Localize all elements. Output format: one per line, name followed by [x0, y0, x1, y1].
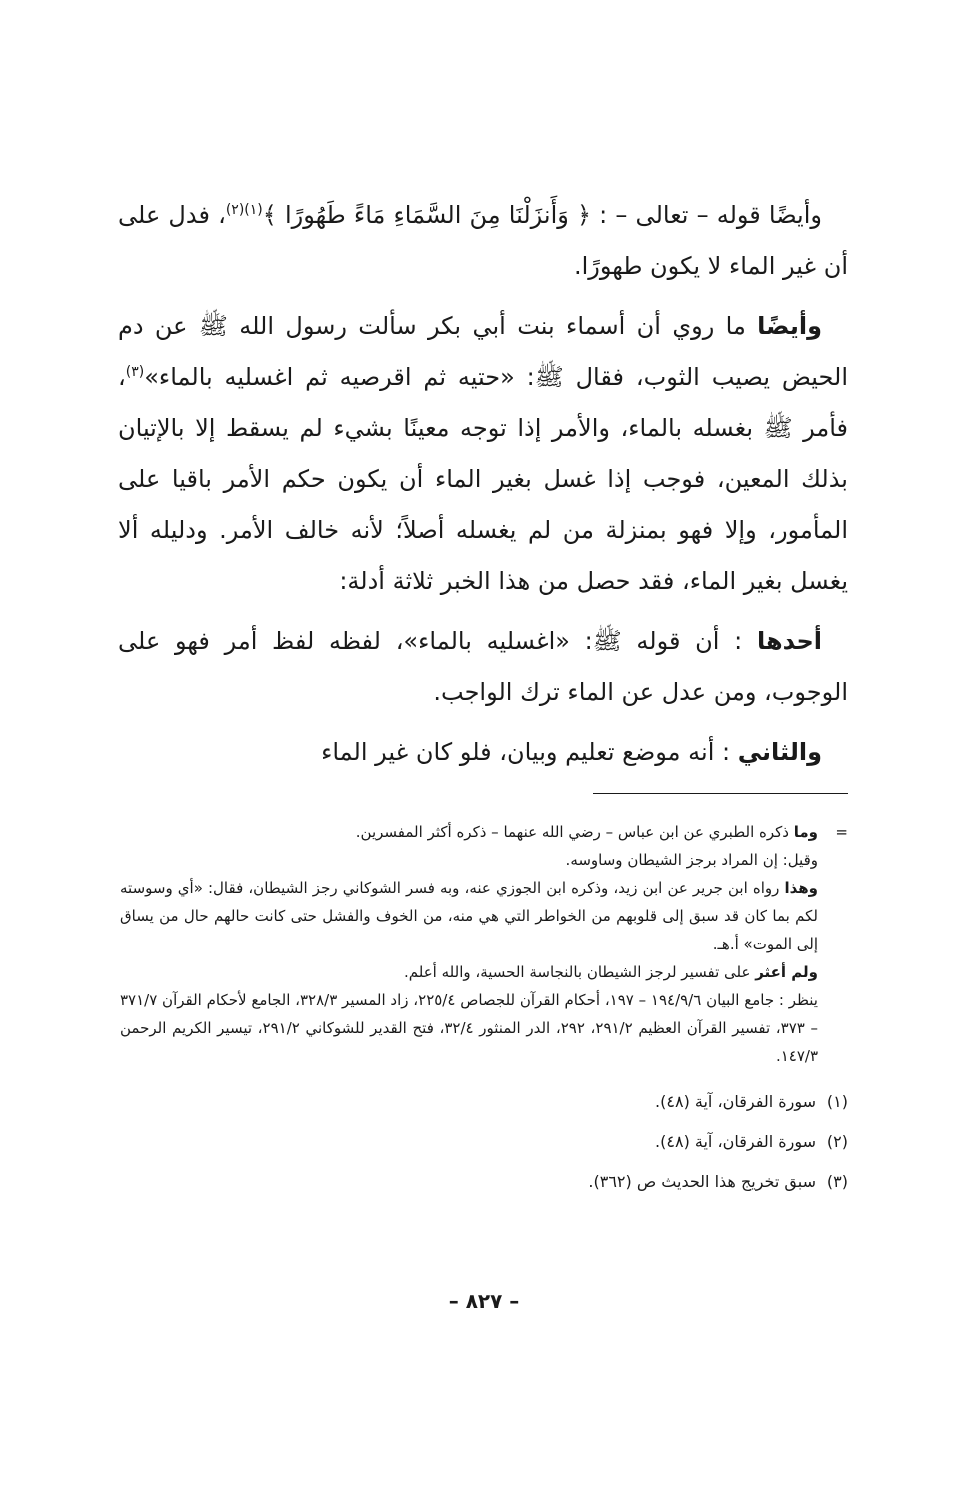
- footnote-text: سورة الفرقان، آية (٤٨).: [655, 1132, 816, 1151]
- note-line: وقيل: إن المراد برجز الشيطان وساوسه.: [565, 851, 818, 869]
- paragraph-2: [118, 301, 848, 607]
- paragraph-text: ما روي أن أسماء بنت أبي بكر سألت رسول الله ﷺ عن دم الحيض يصيب الثوب، فقال ﷺ: «حتيه ثم اقرصيه ثم اغسليه بالماء»: [118, 312, 848, 391]
- footnote-item: [120, 1122, 848, 1162]
- paragraph-text: ، فأمر ﷺ بغسله بالماء، والأمر إذا توجه معينًا بشيء لم يسقط إلا بالإتيان بذلك المعين، فوجب إذا غسل بغير الماء أن يكون حكم الأمر باقيا على المأمور، وإلا فهو بمنزلة من لم يغسله أصلاً؛ لأنه خالف الأمر. ودليله ألا يغسل بغير الماء، فقد حصل من هذا الخبر ثلاثة أدلة:: [118, 363, 848, 595]
- footnote-number: (٣): [826, 1172, 848, 1191]
- note-text: على تفسير لرجز الشيطان بالنجاسة الحسية، والله أعلم.: [404, 963, 756, 981]
- note-line: [120, 874, 818, 958]
- footnote-text: سورة الفرقان، آية (٤٨).: [655, 1092, 816, 1111]
- footnote-item: [120, 1082, 848, 1122]
- lead-word: ولم أعثر: [755, 963, 818, 981]
- note-text: رواه ابن جرير عن ابن زيد، وذكره ابن الجوزي عنه، وبه فسر الشوكاني رجز الشيطان، فقال: «أي وسوسته لكم بما كان قد سبق إلى قلوبهم من الخواطر التي هي منه، من الخوف والفشل حتى كانت حالهم حال من يساق إلى الموت» أ.هـ.: [120, 879, 818, 953]
- note-text: ذكره الطبري عن ابن عباس – رضي الله عنهما – ذكره أكثر المفسرين.: [355, 823, 794, 841]
- footnote-list: [120, 1082, 848, 1202]
- paragraph-text: ، فدل على أن غير الماء لا يكون طهورًا.: [118, 201, 848, 280]
- footnote-item: [120, 1162, 848, 1202]
- footnotes-section: [120, 818, 848, 1202]
- continuation-marker: =: [835, 823, 848, 841]
- lead-word: والثاني: [737, 738, 822, 766]
- page-number: – ٨٢٧ –: [448, 1289, 520, 1313]
- footnote-number: (٢): [826, 1132, 848, 1151]
- lead-word: أحدها: [756, 627, 822, 655]
- note-line: ينظر : جامع البيان ١٩٤/٩/٦ – ١٩٧، أحكام القرآن للجصاص ٢٢٥/٤، زاد المسير ٣٢٨/٣، الجامع لأحكام القرآن ٣٧١/٧ – ٣٧٣، تفسير القرآن العظيم ٢٩١/٢، ٢٩٢، الدر المنثور ٣٢/٤، فتح القدير للشوكاني ٢٩١/٢، تيسير الكريم الرحمن ١٤٧/٣.: [120, 991, 818, 1065]
- quran-verse: وأيضًا قوله – تعالى – : ﴿ وَأَنزَلْنَا مِنَ السَّمَاءِ مَاءً طَهُورًا ﴾: [262, 201, 822, 229]
- lead-word: وأيضًا: [757, 312, 822, 340]
- lead-word: وما: [793, 823, 818, 841]
- footnote-number: (١): [826, 1092, 848, 1111]
- paragraph-text: : أن قوله ﷺ: «اغسليه بالماء»، لفظه لفظ أمر فهو على الوجوب، ومن عدل عن الماء ترك الواجب.: [118, 627, 848, 706]
- paragraph-4: [118, 727, 848, 778]
- continued-note: [120, 818, 848, 1070]
- main-text: [118, 190, 848, 787]
- footnote-divider: [593, 793, 848, 794]
- note-line: [120, 818, 818, 846]
- lead-word: وهذا: [784, 879, 818, 897]
- continued-note-body: [120, 818, 818, 1070]
- paragraph-text: : أنه موضع تعليم وبيان، فلو كان غير الماء: [321, 738, 738, 766]
- footnote-text: سبق تخريج هذا الحديث ص (٣٦٢).: [588, 1172, 816, 1191]
- footnote-ref: (٣): [125, 364, 145, 380]
- note-line: [120, 958, 818, 986]
- footnote-ref: (١)(٢): [225, 202, 263, 218]
- paragraph-1: [118, 190, 848, 292]
- paragraph-3: [118, 616, 848, 718]
